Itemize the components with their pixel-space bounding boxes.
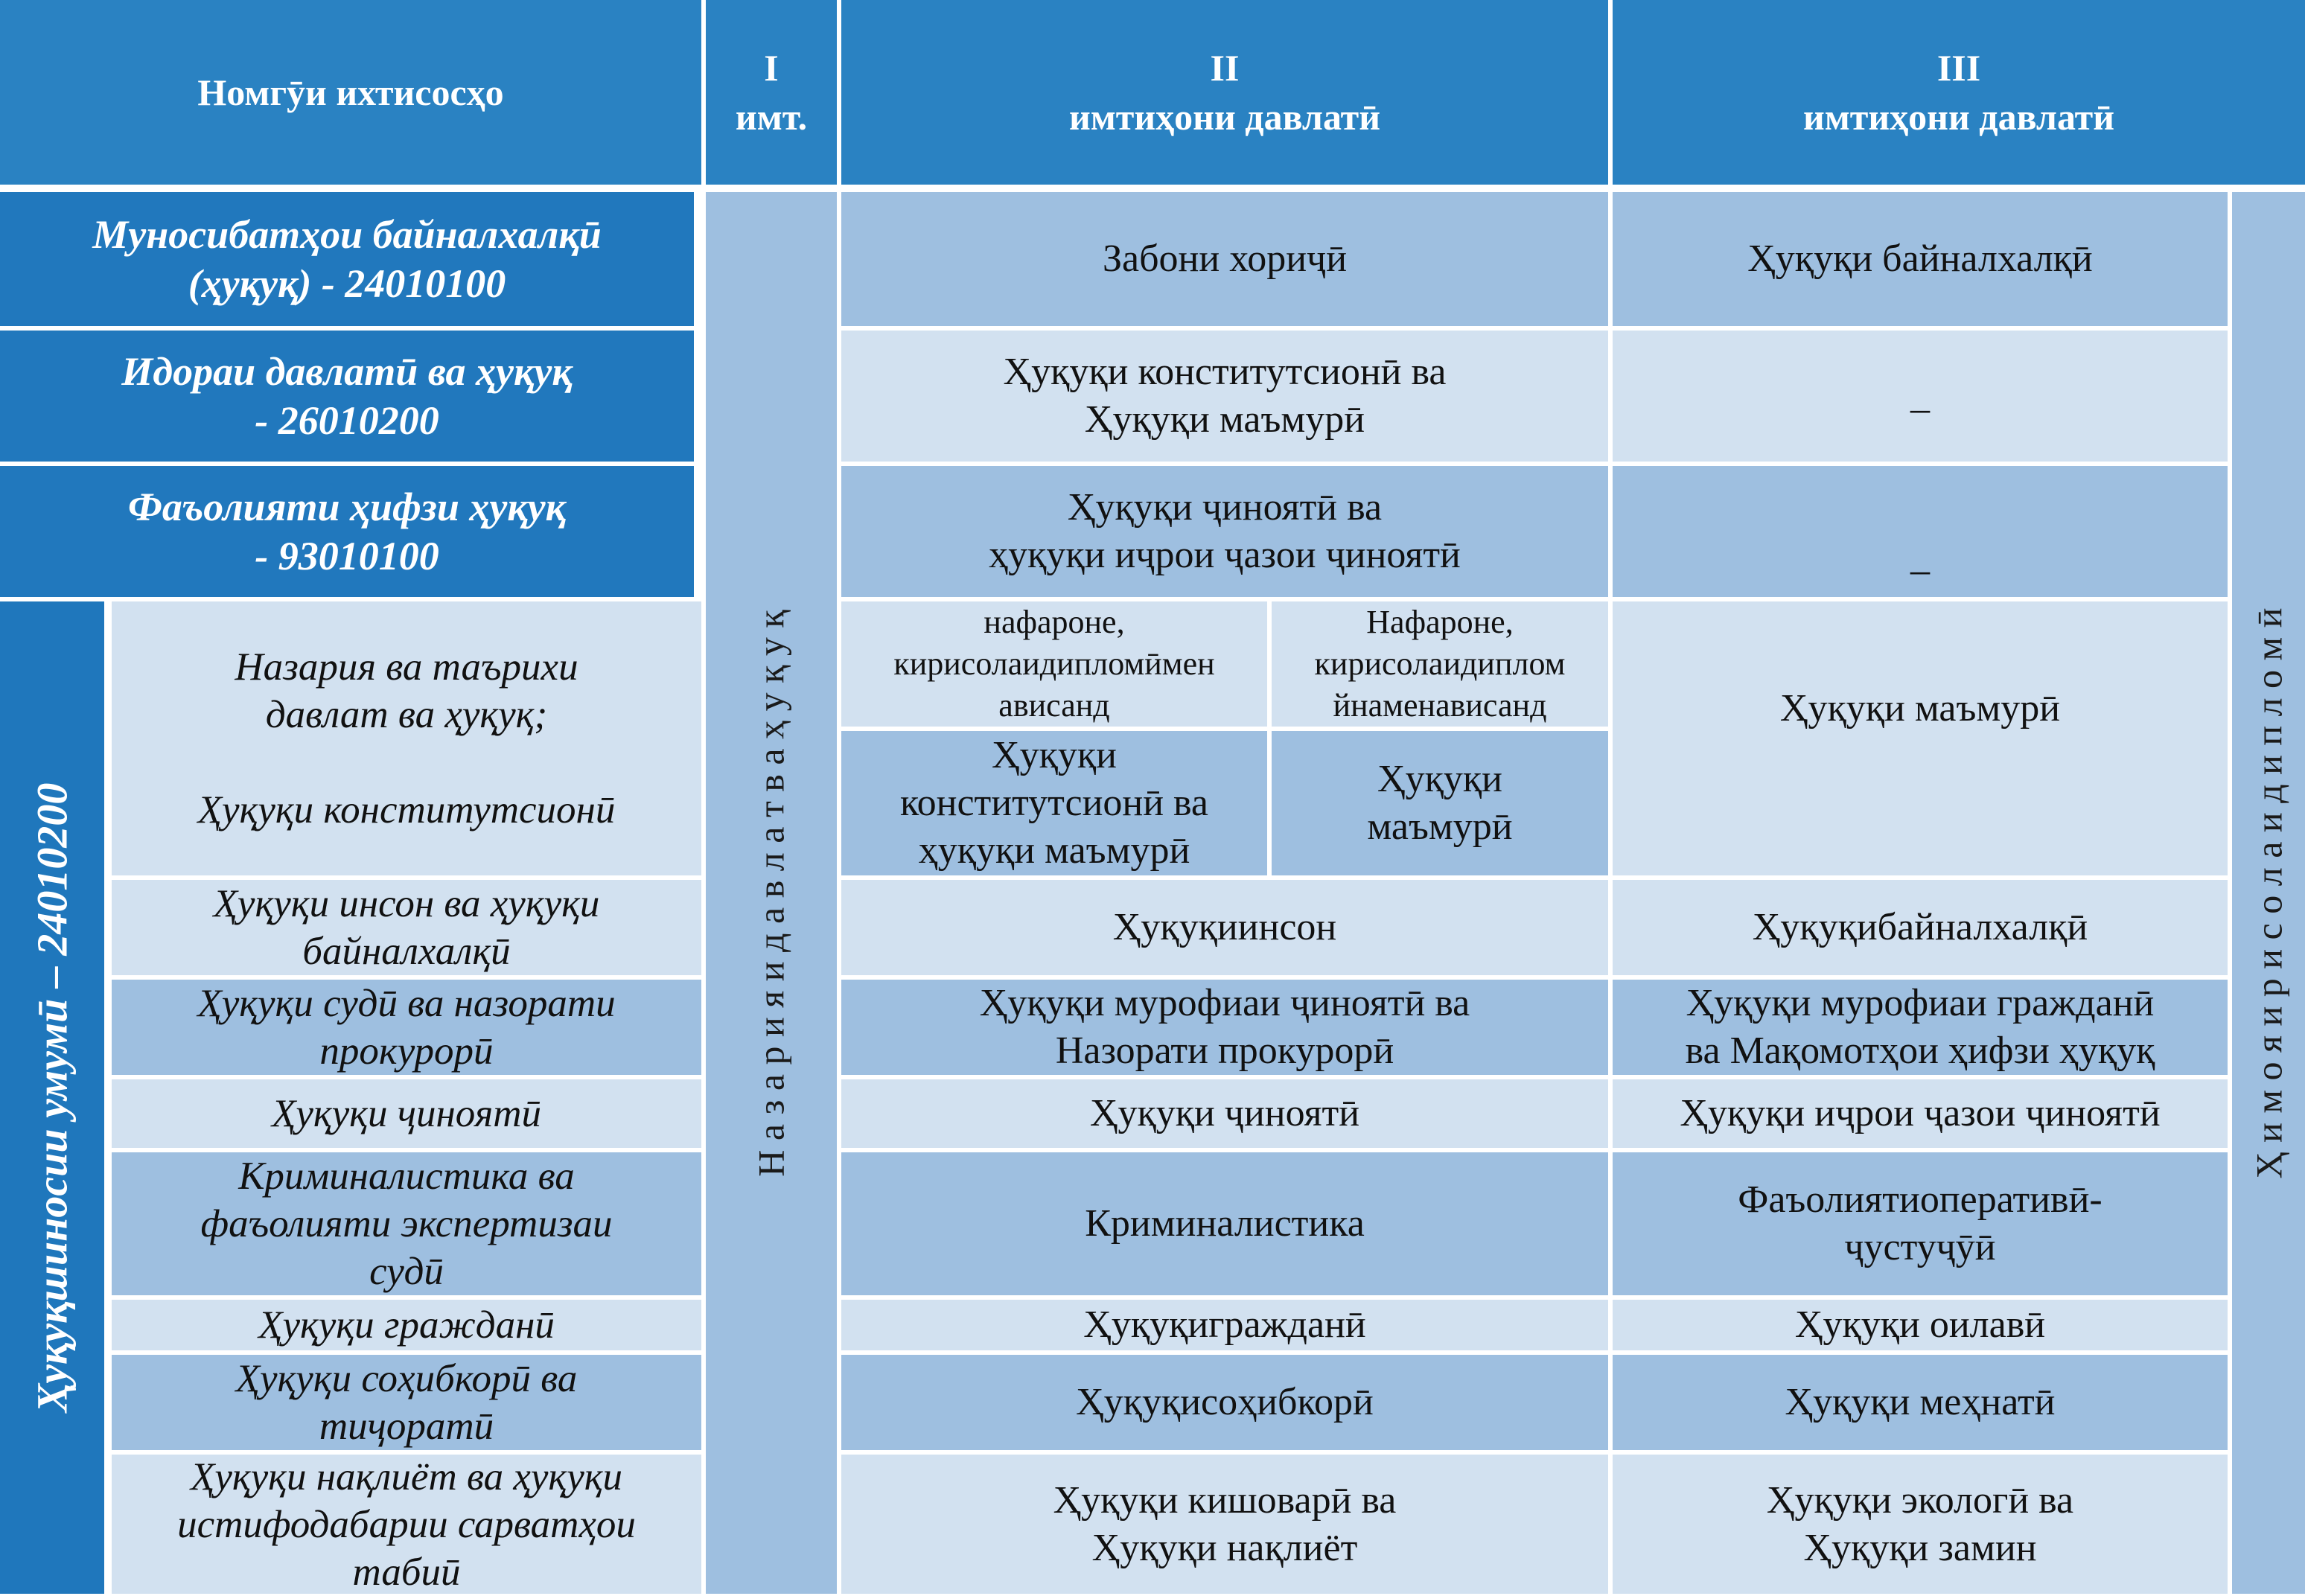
- header-exam-1: I имт.: [706, 0, 837, 185]
- subspecialty: Ҳуқуқи гражданӣ: [112, 1300, 701, 1350]
- exam2-cell: Ҳуқуқиинсон: [841, 880, 1608, 975]
- exam3-cell: Ҳуқуқи маъмурӣ: [1613, 601, 2228, 875]
- exam3-cell: Ҳуқуқи байналхалқӣ: [1613, 192, 2228, 326]
- exam3-cell: Ҳуқуқи оилавӣ: [1613, 1300, 2228, 1350]
- subspecialty: Ҳуқуқи нақлиёт ва ҳуқуқи истифодабарии сарватҳои табиӣ: [112, 1455, 701, 1594]
- defense-label: Ҳ и м о я и р и с о л а и д и п л о м ӣ: [2248, 607, 2290, 1178]
- subspecialty: Ҳуқуқи инсон ва ҳуқуқи байналхалқӣ: [112, 880, 701, 975]
- specialty-public-administration: Идораи давлатӣ ва ҳуқуқ - 26010200: [0, 331, 694, 462]
- exam3-cell: Ҳуқуқи меҳнатӣ: [1613, 1355, 2228, 1450]
- general-law-column: [0, 601, 104, 1594]
- subspecialty-theory: Назария ва таърихи давлат ва ҳуқуқ; Ҳуқуқи конститутсионӣ: [112, 601, 701, 875]
- exam3-cell: Фаъолиятиоперативӣ- ҷустуҷӯӣ: [1613, 1152, 2228, 1295]
- exam2-cell: Ҳуқуқигражданӣ: [841, 1300, 1608, 1350]
- header-exam-3: III имтиҳони давлатӣ: [1613, 0, 2305, 185]
- exam2-cell: Ҳуқуқи ҷиноятӣ: [841, 1079, 1608, 1148]
- exam3-cell: _: [1613, 466, 2228, 597]
- exam2-cell: Криминалистика: [841, 1152, 1608, 1295]
- specialty-law-enforcement: Фаъолияти ҳифзи ҳуқуқ - 93010100: [0, 466, 694, 597]
- header-specialties: Номгӯи ихтисосҳо: [0, 0, 701, 185]
- exam1-theory-label: Н а з а р и я и д а в л а т в а ҳ у қ у қ: [750, 609, 793, 1177]
- exam2-note-writers: нафароне, кирисолаидипломӣмен ависанд: [841, 601, 1267, 727]
- exam3-cell: Ҳуқуқибайналхалқӣ: [1613, 880, 2228, 975]
- header-exam-2: II имтиҳони давлатӣ: [841, 0, 1608, 185]
- exam2-cell: Ҳуқуқи конститутсионӣ ва Ҳуқуқи маъмурӣ: [841, 331, 1608, 462]
- exam2-cell: Ҳуқуқи мурофиаи ҷиноятӣ ва Назорати прокурорӣ: [841, 980, 1608, 1075]
- exam2-cell: Ҳуқуқи кишоварӣ ва Ҳуқуқи нақлиёт: [841, 1455, 1608, 1594]
- exam2-note-non-writers: Нафароне, кирисолаидиплом йнаменависанд: [1272, 601, 1608, 727]
- subspecialty: Ҳуқуқи ҷиноятӣ: [112, 1079, 701, 1148]
- exam2-cell: Ҳуқуқисоҳибкорӣ: [841, 1355, 1608, 1450]
- specialty-international-relations: Муносибатҳои байналхалқӣ (ҳуқуқ) - 24010100: [0, 192, 694, 326]
- exam2-cell: Ҳуқуқи конститутсионӣ ва ҳуқуқи маъмурӣ: [841, 731, 1267, 875]
- subspecialty: Ҳуқуқи соҳибкорӣ ва тиҷоратӣ: [112, 1355, 701, 1450]
- subspecialty: Ҳуқуқи судӣ ва назорати прокурорӣ: [112, 980, 701, 1075]
- defense-column: [2232, 192, 2305, 1594]
- general-law-label: Ҳуқуқшиносии умумӣ – 24010200: [28, 782, 77, 1413]
- subspecialty: Криминалистика ва фаъолияти экспертизаи судӣ: [112, 1152, 701, 1295]
- exam1-theory-column: [706, 192, 837, 1594]
- exam2-cell: Забони хориҷӣ: [841, 192, 1608, 326]
- exam3-cell: _: [1613, 331, 2228, 462]
- exam3-cell: Ҳуқуқи мурофиаи гражданӣ ва Мақомотҳои ҳифзи ҳуқуқ: [1613, 980, 2228, 1075]
- exam2-cell: Ҳуқуқи ҷиноятӣ ва ҳуқуқи иҷрои ҷазои ҷиноятӣ: [841, 466, 1608, 597]
- exam2-cell: Ҳуқуқи маъмурӣ: [1272, 731, 1608, 875]
- exam3-cell: Ҳуқуқи иҷрои ҷазои ҷиноятӣ: [1613, 1079, 2228, 1148]
- exam3-cell: Ҳуқуқи экологӣ ва Ҳуқуқи замин: [1613, 1455, 2228, 1594]
